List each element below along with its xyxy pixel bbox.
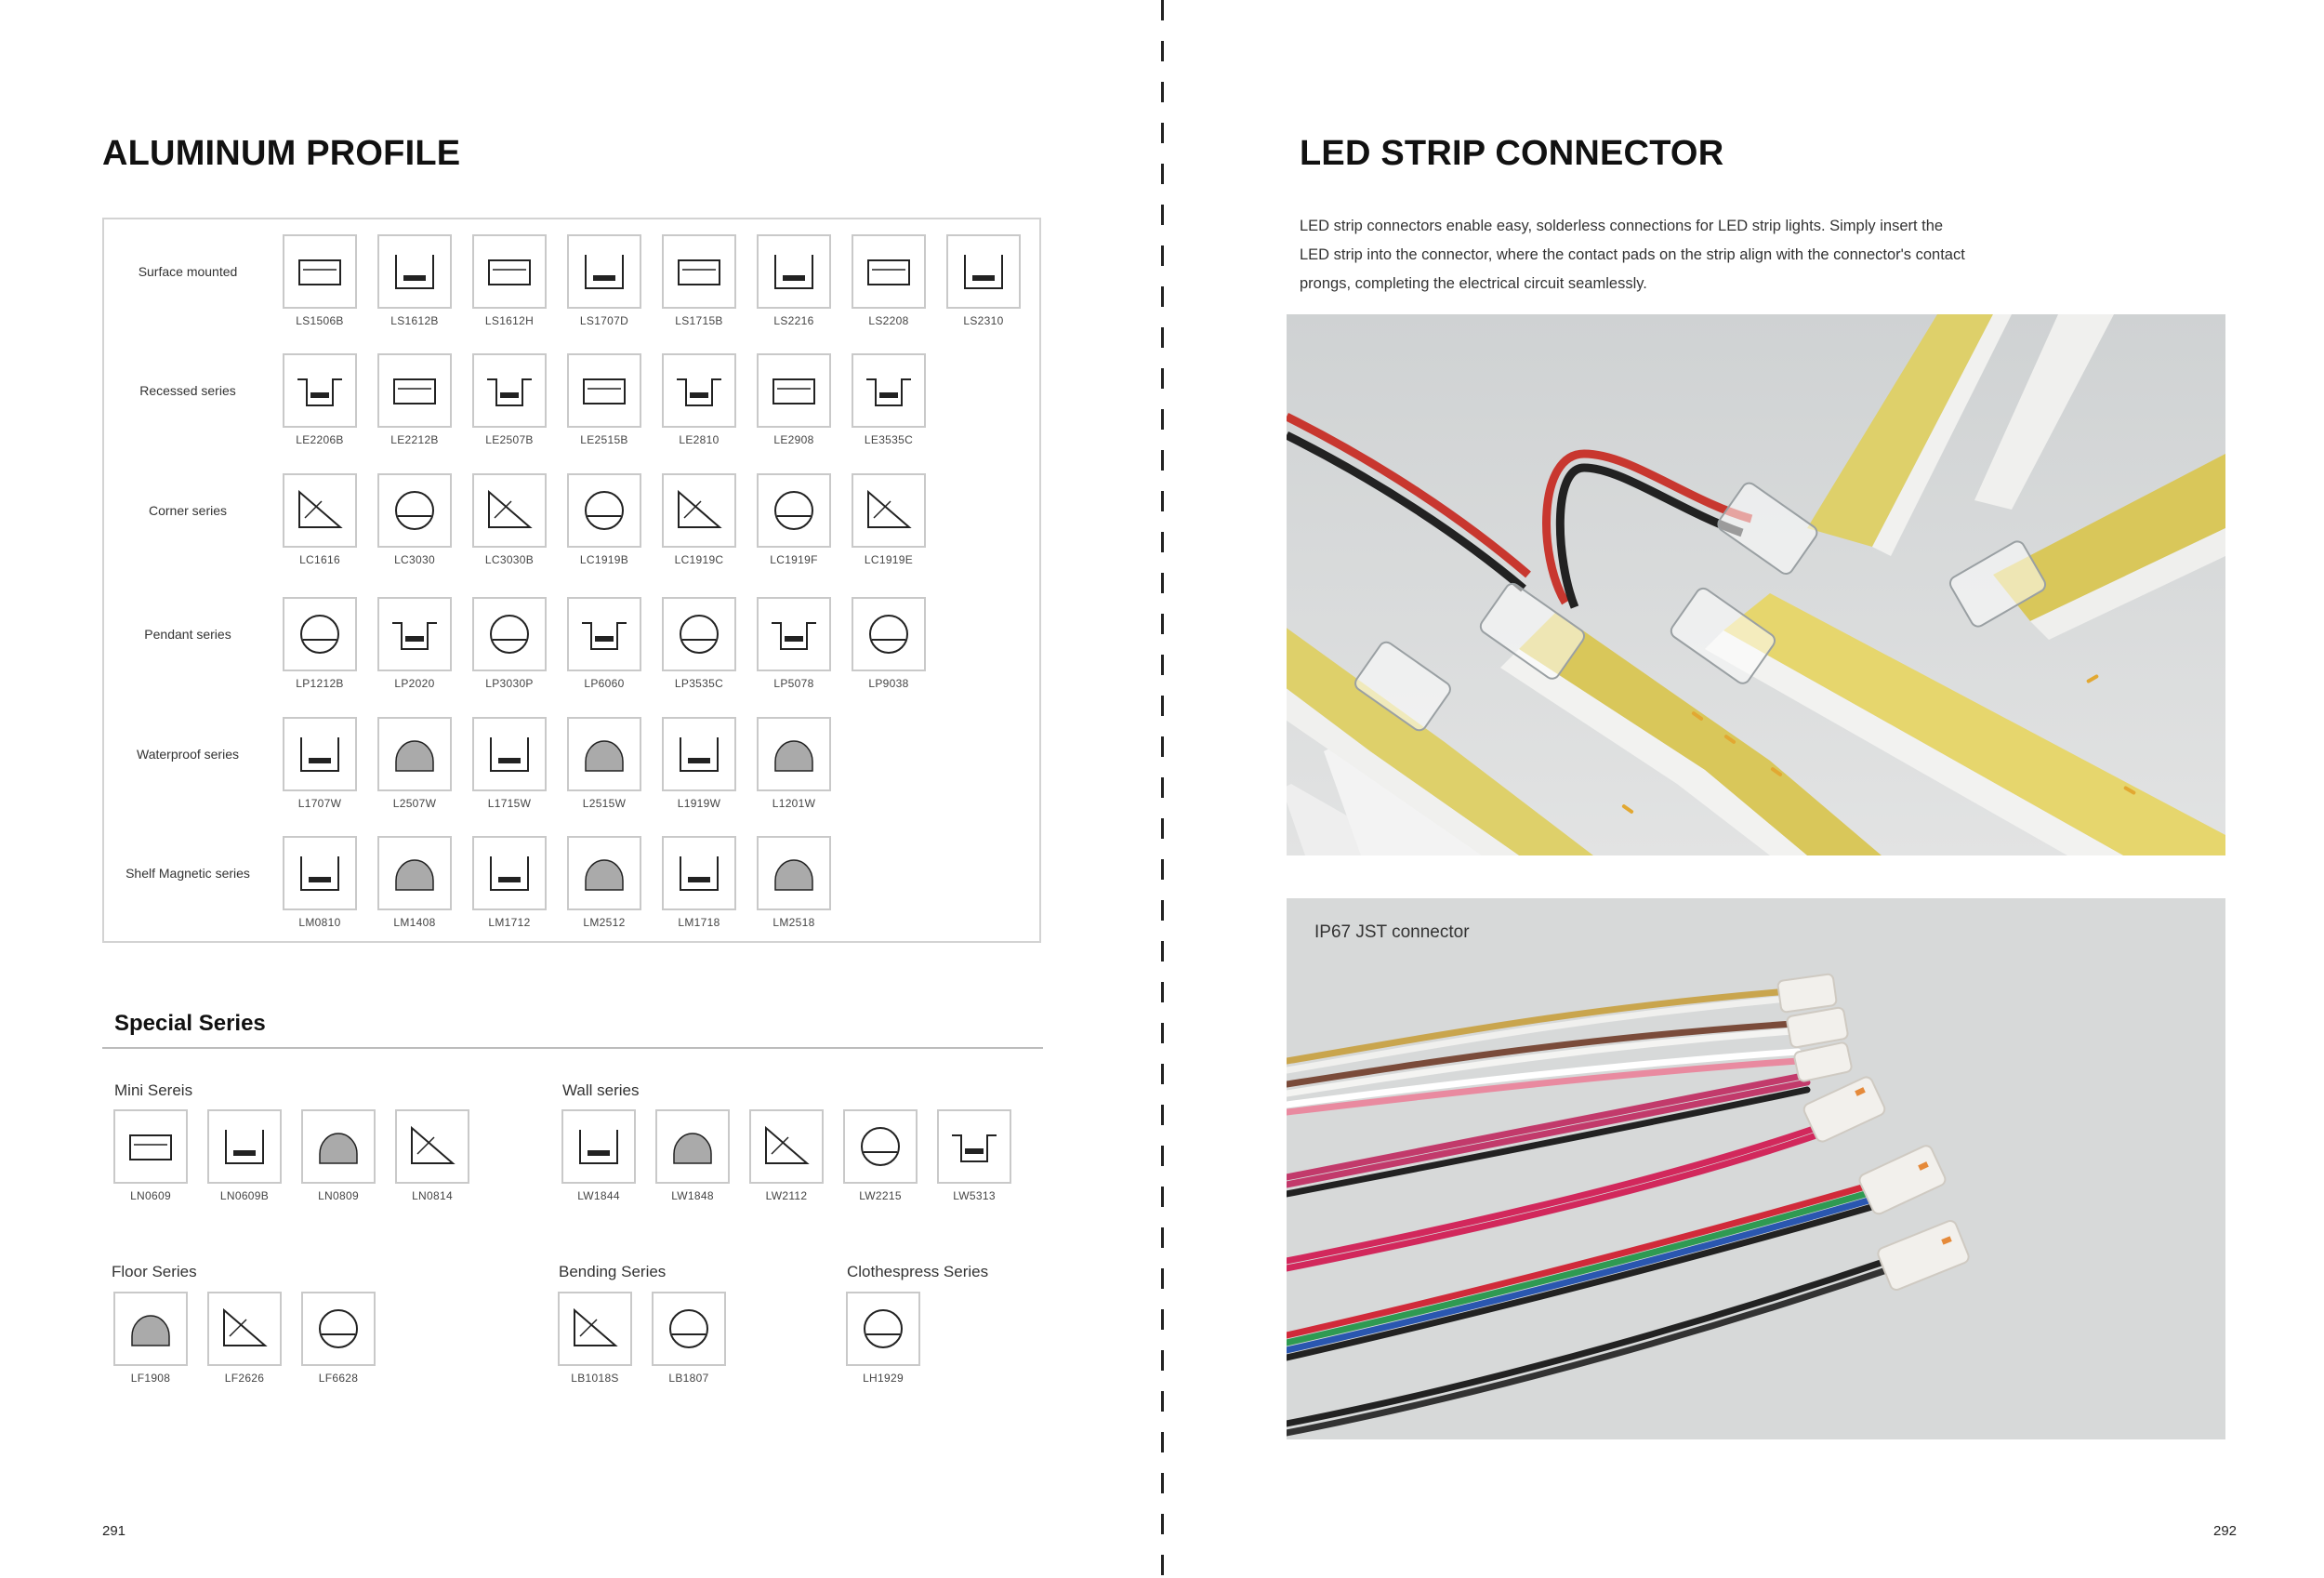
profile-thumbnail [757,353,831,446]
profile-code: LS2310 [963,314,1004,327]
profile-code: L1707W [297,797,342,810]
profile-code: LE2212B [390,433,439,446]
profile-section-icon [309,1299,368,1359]
profile-drawing [283,234,357,309]
profile-thumbnail [283,473,357,566]
row-label: Recessed series [139,383,236,398]
profile-code: LS1506B [296,314,344,327]
profile-drawing [662,234,736,309]
catalog-row-recessed [104,353,1039,465]
profile-thumbnail [472,473,547,566]
catalog-row-waterproof [104,717,1039,829]
profile-code: LE2515B [580,433,628,446]
profile-thumbnail [852,473,926,566]
profile-section-icon [574,481,634,540]
profile-thumbnail [662,717,736,810]
profile-thumbnail [472,597,547,690]
profile-drawing [757,234,831,309]
profile-section-icon [215,1299,274,1359]
profile-drawing [283,597,357,671]
profile-code: LF6628 [318,1372,359,1385]
profile-thumbnail [377,353,452,446]
profile-drawing [567,473,641,548]
profile-code: L2507W [392,797,437,810]
profile-thumbnail [655,1109,730,1202]
profile-section-icon [290,361,350,420]
profile-section-icon [659,1299,719,1359]
profile-section-icon [574,242,634,301]
profile-thumbnail [946,234,1021,327]
led-strip-connector-title: LED STRIP CONNECTOR [1300,134,1724,173]
profile-drawing [377,234,452,309]
profile-thumbnail [561,1109,636,1202]
profile-thumbnail [301,1292,376,1385]
profile-code: LS2216 [773,314,814,327]
special-series-rule [102,1047,1043,1049]
profile-thumbnail [662,234,736,327]
profile-section-icon [290,724,350,784]
profile-code: LP3030P [485,677,534,690]
profile-code: LE2206B [296,433,344,446]
profile-drawing [843,1109,918,1184]
profile-section-icon [385,361,444,420]
catalog-row-surface [104,234,1039,346]
profile-thumbnail [567,836,641,929]
profile-section-icon [859,361,918,420]
profile-code: LH1929 [863,1372,904,1385]
intro-paragraph: LED strip connectors enable easy, solderless connections for LED strip lights. Simply insert the LED strip into the connector, where the contact pads on the strip align with the connector's contact prongs, completing the electrical circuit seamlessly. [1300,218,1965,292]
profile-section-icon [944,1117,1004,1176]
profile-thumbnail [846,1292,920,1385]
profile-section-icon [669,242,729,301]
profile-section-icon [859,604,918,664]
profile-section-icon [121,1117,180,1176]
profile-thumbnail [301,1109,376,1202]
profile-section-icon [403,1117,462,1176]
profile-drawing [662,717,736,791]
profile-drawing [655,1109,730,1184]
profile-section-icon [764,604,824,664]
profile-code: LB1807 [668,1372,709,1385]
profile-drawing [662,597,736,671]
profile-drawing [852,353,926,428]
profile-drawing [377,717,452,791]
profile-drawing [113,1109,188,1184]
profile-code: LE2507B [485,433,534,446]
profile-drawing [395,1109,469,1184]
profile-drawing [283,836,357,910]
group-label-floor: Floor Series [112,1263,197,1280]
profile-section-icon [385,604,444,664]
profile-drawing [757,836,831,910]
group-label-wall: Wall series [562,1081,640,1099]
profile-thumbnail [207,1292,282,1385]
profile-code: LW5313 [953,1189,996,1202]
profile-section-icon [290,481,350,540]
profile-drawing [377,597,452,671]
profile-drawing [558,1292,632,1366]
profile-code: L2515W [582,797,627,810]
profile-drawing [283,353,357,428]
profile-thumbnail [662,836,736,929]
profile-code: LW1848 [671,1189,714,1202]
profile-thumbnail [283,353,357,446]
profile-drawing [561,1109,636,1184]
profile-code: LP5078 [773,677,814,690]
profile-section-icon [859,481,918,540]
profile-section-icon [480,724,539,784]
profile-section-icon [853,1299,913,1359]
group-label-bending: Bending Series [559,1263,667,1280]
profile-thumbnail [662,473,736,566]
profile-section-icon [757,1117,816,1176]
profile-thumbnail [662,353,736,446]
profile-drawing [757,717,831,791]
profile-code: LN0609B [219,1189,270,1202]
profile-section-icon [669,481,729,540]
profile-drawing [567,597,641,671]
profile-section-icon [290,604,350,664]
profile-thumbnail [567,717,641,810]
profile-drawing [846,1292,920,1366]
profile-code: LC1919E [864,553,914,566]
profile-drawing [852,597,926,671]
strip-connectors-illustration [1287,314,2225,855]
profile-drawing [113,1292,188,1366]
profile-section-icon [764,242,824,301]
photo-strip-connectors [1287,314,2225,855]
profile-drawing [377,836,452,910]
profile-thumbnail [377,717,452,810]
profile-section-icon [859,242,918,301]
profile-drawing [472,473,547,548]
profile-thumbnail [377,836,452,929]
profile-thumbnail [852,597,926,690]
profile-code: LM2518 [772,916,815,929]
profile-code: LB1018S [571,1372,619,1385]
row-label: Pendant series [144,627,231,642]
profile-section-icon [385,242,444,301]
profile-code: LC3030 [394,553,435,566]
profile-code: LW2112 [765,1189,808,1202]
profile-thumbnail [567,597,641,690]
profile-drawing [937,1109,1011,1184]
profile-section-icon [764,481,824,540]
group-label-clothespress: Clothespress Series [847,1263,989,1280]
profile-thumbnail [662,597,736,690]
profile-thumbnail [757,234,831,327]
profile-section-icon [574,843,634,903]
profile-thumbnail [749,1109,824,1202]
profile-thumbnail [937,1109,1011,1202]
profile-drawing [301,1292,376,1366]
profile-code: LS1715B [675,314,723,327]
profile-thumbnail [757,717,831,810]
catalog-row-shelf-magnetic [104,836,1039,948]
profile-thumbnail [283,234,357,327]
profile-thumbnail [852,234,926,327]
profile-thumbnail [843,1109,918,1202]
profile-drawing [662,836,736,910]
profile-section-icon [480,242,539,301]
profile-drawing [567,353,641,428]
profile-code: LC1919C [674,553,724,566]
profile-drawing [301,1109,376,1184]
profile-drawing [757,353,831,428]
profile-code: LM0810 [298,916,341,929]
profile-thumbnail [395,1109,469,1202]
profile-code: LS1612H [484,314,535,327]
profile-section-icon [480,604,539,664]
profile-code: LS2208 [868,314,909,327]
profile-section-icon [669,604,729,664]
jst-connector-caption: IP67 JST connector [1314,922,1470,942]
row-label: Corner series [148,503,228,518]
profile-code: LC1919F [770,553,818,566]
profile-drawing [472,353,547,428]
profile-drawing [946,234,1021,309]
profile-code: LE3535C [864,433,914,446]
profile-code: LC1919B [579,553,629,566]
profile-code: LF2626 [224,1372,265,1385]
profile-drawing [852,234,926,309]
profile-code: LP1212B [296,677,344,690]
profile-section-icon [669,724,729,784]
catalog-row-corner [104,473,1039,585]
profile-code: L1919W [677,797,721,810]
profile-code: LN0809 [318,1189,359,1202]
page-number-right: 292 [2213,1523,2238,1539]
group-label-mini: Mini Sereis [114,1081,193,1099]
profile-code: LS1707D [579,314,629,327]
profile-drawing [749,1109,824,1184]
profile-section-icon [385,843,444,903]
profile-code: LN0609 [130,1189,171,1202]
profile-section-icon [764,843,824,903]
profile-section-icon [480,361,539,420]
profile-drawing [472,836,547,910]
profile-drawing [472,234,547,309]
profile-code: LS1612B [390,314,439,327]
profile-thumbnail [852,353,926,446]
profile-section-icon [574,604,634,664]
profile-code: LN0814 [412,1189,453,1202]
profile-catalog [102,218,1041,943]
profile-section-icon [663,1117,722,1176]
profile-section-icon [574,724,634,784]
row-label: Shelf Magnetic series [125,866,250,881]
profile-code: LF1908 [130,1372,171,1385]
profile-code: LC3030B [484,553,535,566]
profile-thumbnail [113,1109,188,1202]
profile-code: LM1408 [393,916,436,929]
profile-code: LC1616 [299,553,340,566]
profile-section-icon [290,242,350,301]
profile-thumbnail [472,353,547,446]
profile-thumbnail [472,234,547,327]
profile-code: LM1718 [678,916,720,929]
profile-drawing [207,1292,282,1366]
profile-section-icon [121,1299,180,1359]
profile-drawing [567,836,641,910]
special-series-title: Special Series [114,1011,266,1036]
profile-thumbnail [652,1292,726,1385]
profile-thumbnail [283,597,357,690]
photo-jst-connectors [1287,898,2225,1439]
profile-thumbnail [113,1292,188,1385]
profile-code: L1201W [772,797,816,810]
profile-thumbnail [377,597,452,690]
profile-thumbnail [377,473,452,566]
profile-section-icon [309,1117,368,1176]
row-label: Waterproof series [137,747,239,762]
row-label: Surface mounted [138,264,238,279]
profile-code: LP6060 [584,677,625,690]
profile-drawing [852,473,926,548]
profile-section-icon [385,481,444,540]
profile-section-icon [669,843,729,903]
right-page [1162,0,2324,1578]
profile-thumbnail [377,234,452,327]
profile-thumbnail [567,473,641,566]
profile-section-icon [954,242,1013,301]
profile-drawing [567,717,641,791]
profile-drawing [757,473,831,548]
profile-code: LE2908 [773,433,814,446]
profile-code: LP3535C [674,677,724,690]
profile-code: LW2215 [859,1189,902,1202]
profile-drawing [757,597,831,671]
profile-thumbnail [472,836,547,929]
profile-code: LP2020 [394,677,435,690]
profile-drawing [377,473,452,548]
profile-thumbnail [757,473,831,566]
profile-drawing [472,717,547,791]
profile-section-icon [290,843,350,903]
profile-code: LM2512 [583,916,626,929]
profile-code: LE2810 [679,433,720,446]
profile-code: LM1712 [488,916,531,929]
profile-section-icon [764,361,824,420]
profile-section-icon [669,361,729,420]
profile-thumbnail [757,597,831,690]
profile-thumbnail [207,1109,282,1202]
profile-drawing [652,1292,726,1366]
profile-code: L1715W [487,797,532,810]
profile-drawing [283,473,357,548]
profile-thumbnail [567,353,641,446]
profile-section-icon [569,1117,628,1176]
profile-thumbnail [567,234,641,327]
profile-thumbnail [283,836,357,929]
profile-thumbnail [283,717,357,810]
profile-section-icon [565,1299,625,1359]
profile-thumbnail [472,717,547,810]
profile-section-icon [480,843,539,903]
profile-drawing [207,1109,282,1184]
profile-thumbnail [558,1292,632,1385]
profile-section-icon [480,481,539,540]
profile-section-icon [851,1117,910,1176]
profile-drawing [662,473,736,548]
profile-drawing [377,353,452,428]
page-number-left: 291 [102,1523,126,1539]
aluminum-profile-title: ALUMINUM PROFILE [102,134,461,173]
profile-section-icon [385,724,444,784]
profile-code: LP9038 [868,677,909,690]
profile-code: LW1844 [577,1189,620,1202]
catalog-row-pendant [104,597,1039,709]
profile-drawing [283,717,357,791]
profile-drawing [472,597,547,671]
profile-section-icon [215,1117,274,1176]
profile-drawing [662,353,736,428]
jst-connectors-illustration [1287,898,2225,1439]
profile-thumbnail [757,836,831,929]
profile-section-icon [574,361,634,420]
profile-section-icon [764,724,824,784]
profile-drawing [567,234,641,309]
